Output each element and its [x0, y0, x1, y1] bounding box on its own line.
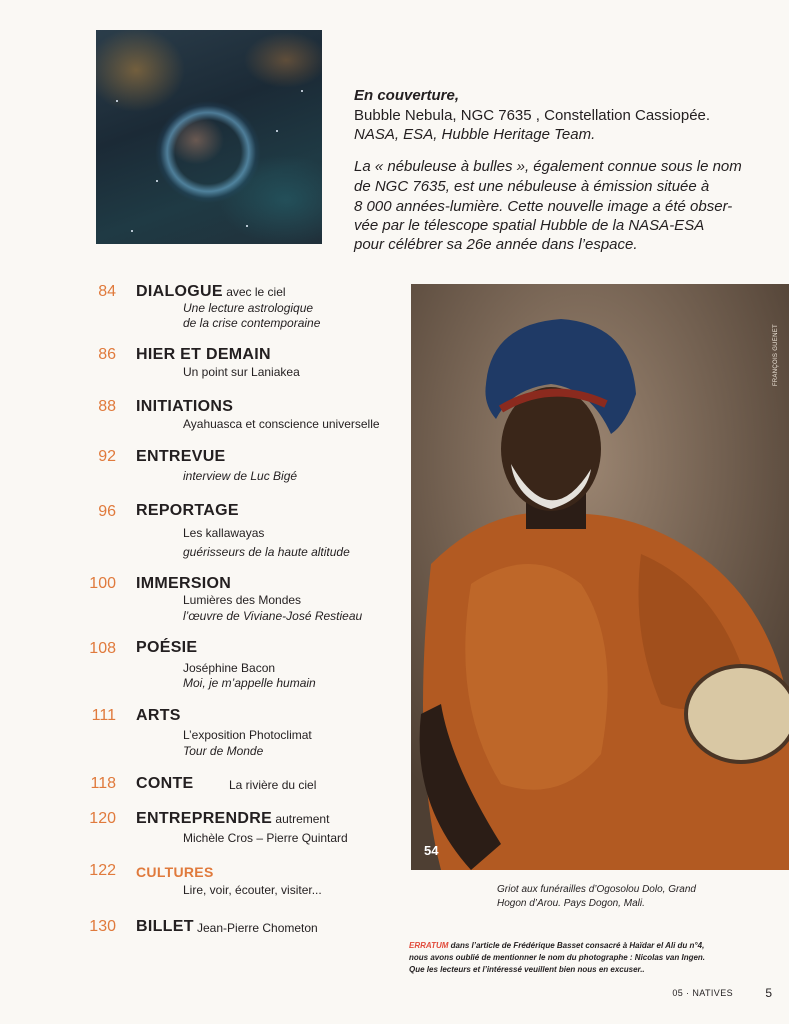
toc-page-number: 111	[91, 707, 116, 724]
toc-page-number: 84	[98, 283, 116, 300]
photo-griot	[411, 284, 789, 870]
toc-subtitle: Ayahuasca et conscience universelle	[183, 417, 380, 431]
toc-subtitle: Une lecture astrologique	[183, 301, 314, 315]
cover-desc-line: pour célébrer sa 26e année dans l’espace.	[354, 236, 638, 253]
toc-subtitle: La rivière du ciel	[229, 778, 317, 792]
toc-page-number: 86	[98, 346, 116, 363]
toc-subtitle: Joséphine Bacon	[183, 661, 276, 675]
cover-line1: Bubble Nebula, NGC 7635 , Constellation Cassiopée.	[354, 107, 711, 124]
toc-title-tail: avec le ciel	[222, 285, 286, 299]
toc-title[interactable]: BILLET	[136, 918, 194, 935]
toc-subtitle: de la crise contemporaine	[183, 316, 321, 330]
cover-image-nebula	[96, 30, 322, 244]
toc-subtitle: l’œuvre de Viviane-José Restieau	[183, 609, 363, 623]
toc-subtitle: Lumières des Mondes	[183, 593, 302, 607]
toc-subtitle: Les kallawayas	[183, 526, 265, 540]
footer-issue: 05 · NATIVES	[672, 988, 733, 998]
erratum-line: Que les lecteurs et l’intéressé veuillent bien nous en excuser..	[409, 965, 645, 974]
toc-title[interactable]: CONTE	[136, 775, 194, 792]
toc-subtitle: guérisseurs de la haute altitude	[183, 545, 350, 559]
erratum-line: nous avons oublié de mentionner le nom du photographe : Nicolas van Ingen.	[409, 953, 706, 962]
cover-heading: En couverture,	[354, 87, 460, 104]
toc-page-number: 118	[90, 775, 116, 792]
toc-page-number: 130	[89, 918, 116, 935]
toc-subtitle: interview de Luc Bigé	[183, 469, 298, 483]
toc-subtitle: Moi, je m’appelle humain	[183, 676, 316, 690]
page-number: 5	[765, 986, 772, 1000]
erratum-line	[409, 940, 704, 952]
toc-page-number: 88	[98, 398, 116, 415]
toc-title[interactable]	[136, 283, 286, 301]
photo-page-number: 54	[424, 843, 439, 858]
toc-title[interactable]: HIER ET DEMAIN	[136, 346, 271, 363]
cover-line2: NASA, ESA, Hubble Heritage Team.	[354, 126, 596, 143]
cover-desc-line: vée par le télescope spatial Hubble de la NASA-ESA	[354, 217, 705, 234]
erratum-label: ERRATUM	[409, 941, 449, 950]
toc-page-number: 108	[89, 640, 116, 657]
toc-subtitle: L’exposition Photoclimat	[183, 728, 312, 742]
cover-desc-line: de NGC 7635, est une nébuleuse à émission située à	[354, 178, 710, 195]
toc-title-text: ENTREPRENDRE	[136, 810, 273, 827]
toc-page-number: 120	[89, 810, 116, 827]
toc-title-tail: autrement	[272, 812, 330, 826]
toc-subtitle: Lire, voir, écouter, visiter...	[183, 883, 322, 897]
toc-subtitle: Jean-Pierre Chometon	[197, 921, 318, 935]
toc-subtitle: Un point sur Laniakea	[183, 365, 300, 379]
toc-title[interactable]: REPORTAGE	[136, 502, 239, 519]
toc-title-text: DIALOGUE	[136, 283, 223, 300]
toc-subtitle: Tour de Monde	[183, 744, 264, 758]
griot-illustration	[411, 284, 789, 870]
toc-title[interactable]	[136, 810, 329, 828]
toc-page-number: 92	[98, 448, 116, 465]
toc-title[interactable]: IMMERSION	[136, 575, 232, 592]
toc-subtitle: Michèle Cros – Pierre Quintard	[183, 831, 348, 845]
toc-title[interactable]: INITIATIONS	[136, 398, 234, 415]
photo-credit: FRANÇOIS GUÉNET	[773, 324, 779, 387]
toc-title[interactable]: CULTURES	[136, 864, 214, 880]
photo-caption-line: Griot aux funérailles d’Ogosolou Dolo, Grand	[497, 884, 696, 895]
toc-title[interactable]: ENTREVUE	[136, 448, 226, 465]
toc-title[interactable]: POÉSIE	[136, 639, 198, 656]
erratum-text: dans l’article de Frédérique Basset consacré à Haïdar el Ali du n°4,	[448, 941, 705, 950]
cover-desc-line: 8 000 années-lumière. Cette nouvelle image a été obser-	[354, 198, 733, 215]
toc-page-number: 96	[98, 503, 116, 520]
toc-title[interactable]: ARTS	[136, 707, 181, 724]
cover-desc-line: La « nébuleuse à bulles », également connue sous le nom	[354, 158, 742, 175]
toc-page-number: 122	[89, 862, 116, 879]
photo-caption-line: Hogon d’Arou. Pays Dogon, Mali.	[497, 898, 645, 909]
toc-page-number: 100	[89, 575, 116, 592]
